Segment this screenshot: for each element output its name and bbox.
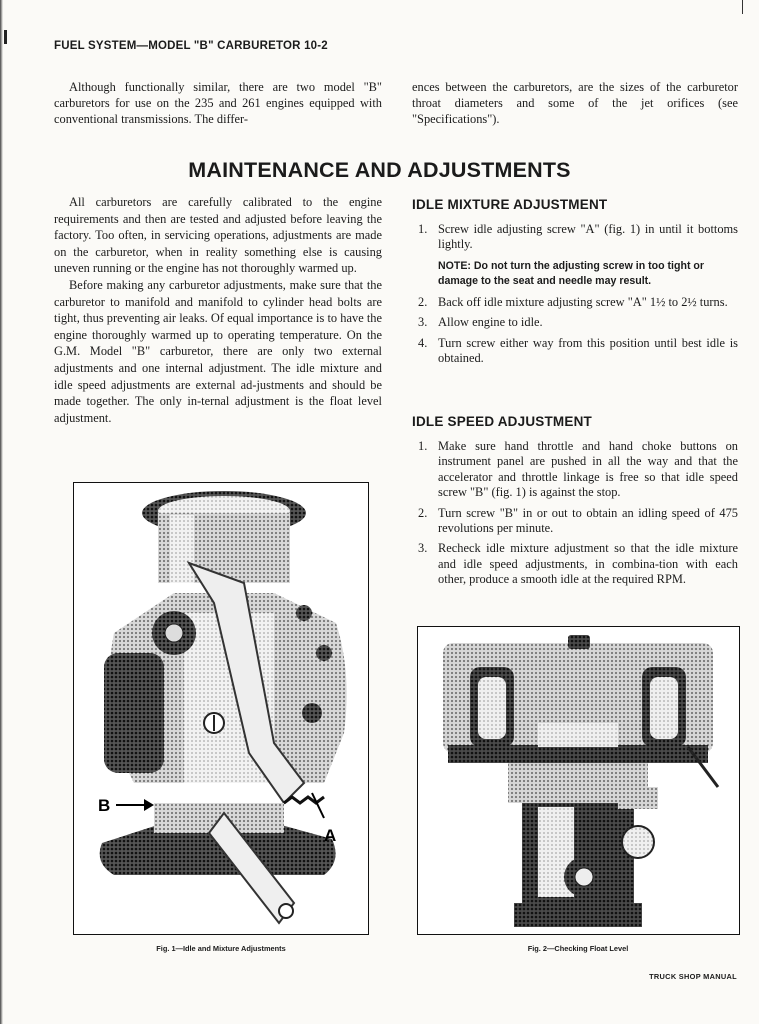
step-text: Make sure hand throttle and hand choke buttons on instrument panel are pushed in all the way and that the accelerator and throttle linkage is free so that idle speed screw "B" (fig. 1) is against the stop. — [438, 439, 738, 500]
step-number: 3. — [418, 541, 428, 556]
step-item — [418, 439, 738, 501]
step-text: Turn screw "B" in or out to obtain an idling speed of 475 revolutions per minute. — [438, 505, 738, 536]
step-item — [418, 541, 738, 587]
subheading-idle-speed: IDLE SPEED ADJUSTMENT — [412, 414, 592, 429]
step-number: 4. — [418, 335, 428, 350]
intro-paragraph-right: ences between the carburetors, are the sizes of the carburetor throat diameters and some of the jet orifices (see "Specifications"). — [412, 80, 738, 126]
callout-label-a: A — [324, 826, 337, 845]
scan-mark-left — [4, 30, 7, 44]
scan-shadow-left — [0, 0, 3, 1024]
caution-note: NOTE: Do not turn the adjusting screw in too tight or damage to the seat and needle may result. — [438, 259, 705, 287]
step-number: 3. — [418, 315, 428, 330]
step-text: Allow engine to idle. — [438, 315, 543, 330]
maintenance-paragraph-1: All carburetors are carefully calibrated to the engine requirements and then are tested and adjusted before leaving the factory. Too often, in servicing operations, adjustments are made on the carburetor, when in reality something else is causing uneven running or the engine has not thoroughly warmed up. — [54, 195, 382, 276]
idle-speed-steps — [418, 439, 738, 593]
carburetor-illustration — [74, 483, 368, 934]
figure-2-caption: Fig. 2—Checking Float Level — [527, 944, 629, 953]
callout-label-b: B — [98, 796, 111, 815]
footer-manual-title: TRUCK SHOP MANUAL — [649, 972, 737, 981]
step-text: Back off idle mixture adjusting screw "A" 1½ to 2½ turns. — [438, 294, 728, 309]
step-item — [418, 506, 738, 537]
figure-1-caption: Fig. 1—Idle and Mixture Adjustments — [156, 944, 286, 953]
intro-paragraph-left: Although functionally similar, there are two model "B" carburetors for use on the 235 and 261 engines equipped with conventional transmissions. The differ- — [54, 80, 382, 126]
float-level-illustration — [418, 627, 739, 934]
step-item — [418, 315, 738, 330]
subheading-idle-mixture: IDLE MIXTURE ADJUSTMENT — [412, 197, 608, 212]
step-text: Turn screw either way from this position until best idle is obtained. — [438, 335, 738, 366]
section-heading-maintenance: MAINTENANCE AND ADJUSTMENTS — [188, 158, 571, 182]
intro-left-column — [54, 80, 382, 127]
step-item — [418, 336, 738, 367]
step-number: 1. — [418, 439, 428, 453]
step-number: 2. — [418, 294, 428, 309]
running-head: FUEL SYSTEM—MODEL "B" CARBURETOR 10-2 — [54, 40, 328, 52]
step-text: Recheck idle mixture adjustment so that the idle mixture and idle speed adjustments, in combina-tion with each other, produce a smooth idle at the required RPM. — [438, 541, 738, 587]
step-item — [418, 295, 738, 310]
step-number: 2. — [418, 505, 428, 520]
idle-mixture-steps — [418, 222, 738, 371]
intro-right-column — [412, 80, 738, 127]
maintenance-body — [54, 194, 382, 426]
step-text: Screw idle adjusting screw "A" (fig. 1) in until it bottoms lightly. — [438, 222, 738, 252]
figure-2-float-level-photo — [417, 626, 740, 935]
step-item — [418, 222, 738, 289]
step-number: 1. — [418, 222, 428, 236]
maintenance-paragraph-2: Before making any carburetor adjustments, make sure that the carburetor to manifold and manifold to cylinder head bolts are tight, thus preventing air leaks. Of equal importance is to have the engine thoroughly warmed up to operating temperature. On the G.M. Model "B" carburetor, there are only two external adjustments and one internal adjustment. The idle mixture and idle speed adjustments are external ad-justments and should be made together. The only in-ternal adjustment is the float level adjustment. — [54, 277, 382, 425]
figure-1-carburetor-photo — [73, 482, 369, 935]
scan-mark-top — [742, 0, 743, 14]
